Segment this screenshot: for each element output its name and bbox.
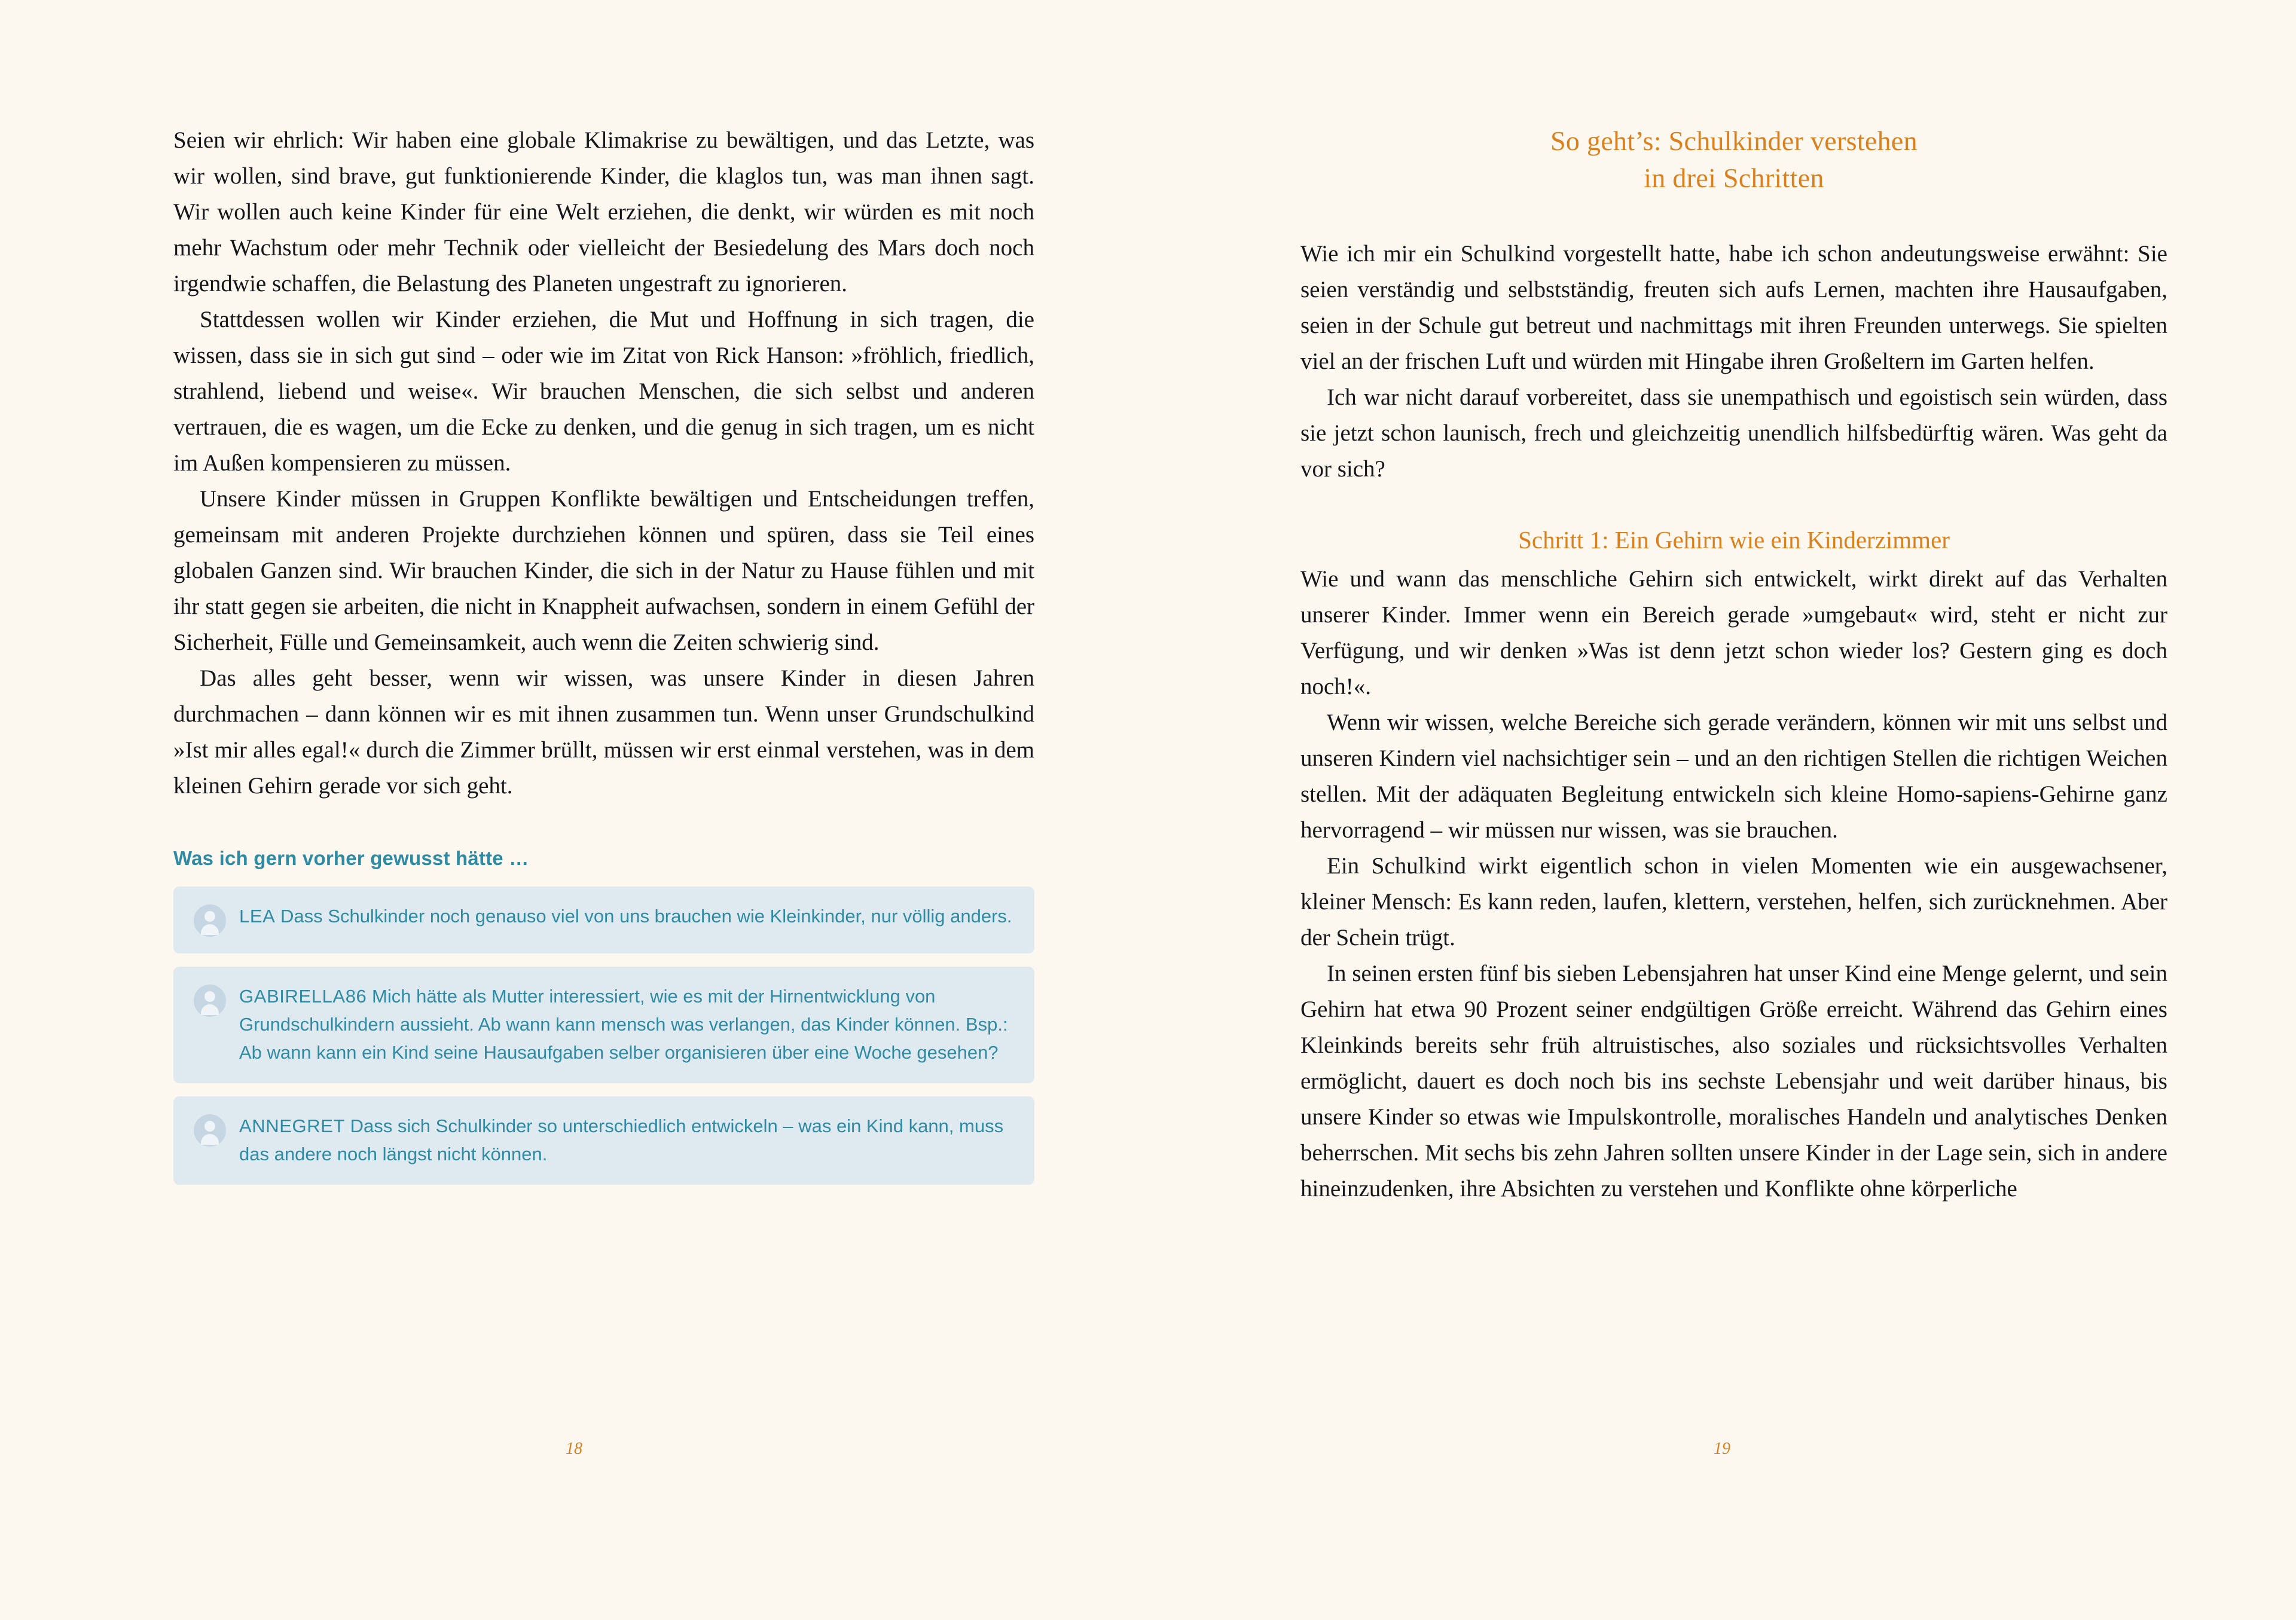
quote-message: Dass Schulkinder noch genauso viel von uns brauchen wie Kleinkinder, nur völlig anders.: [280, 906, 1012, 927]
quote-author: ANNEGRET: [239, 1115, 346, 1136]
quote-message: Mich hätte als Mutter interessiert, wie es mit der Hirnentwicklung von Grundschulkindern aussieht. Ab wann kann mensch was verlangen, das Kinder können. Bsp.: Ab wann kann ein Kind seine Hausaufgaben selber organisieren über eine Woche gesehen?: [239, 986, 1008, 1063]
page-number: 19: [1714, 1439, 1730, 1458]
paragraph: Seien wir ehrlich: Wir haben eine globale Klimakrise zu bewältigen, und das Letzte, was wir wollen, sind brave, gut funktionierende Kinder, die klaglos tun, was man ihnen sagt. Wir wollen auch keine Kinder für eine Welt erziehen, die denkt, wir würden es mit noch mehr Wachstum oder mehr Technik oder vielleicht der Besiedelung des Mars doch noch irgendwie schaffen, die Belastung des Planeten ungestraft zu ignorieren.: [173, 127, 1034, 297]
paragraph: Unsere Kinder müssen in Gruppen Konflikte bewältigen und Entscheidungen treffen, gemeinsam mit anderen Projekte durchziehen können und spüren, dass sie Teil eines globalen Ganzen sind. Wir brauchen Kinder, die sich in der Natur zu Hause fühlen und mit ihr statt gegen sie arbeiten, die nicht in Knappheit aufwachsen, sondern in einem Gefühl der Sicherheit, Fülle und Gemeinsamkeit, auch wenn die Zeiten schwierig sind.: [173, 486, 1034, 655]
chapter-title-line-2: in drei Schritten: [1644, 163, 1824, 193]
quote-author: GABIRELLA86: [239, 986, 367, 1007]
avatar-icon: [194, 985, 226, 1017]
paragraph: Das alles geht besser, wenn wir wissen, was unsere Kinder in diesen Jahren durchmachen – dann können wir es mit ihnen zusammen tun. Wenn unser Grundschulkind »Ist mir alles egal!« durch die Zimmer brüllt, müssen wir erst einmal verstehen, was in dem kleinen Gehirn gerade vor sich geht.: [173, 665, 1034, 799]
chapter-title-line-1: So geht’s: Schulkinder verstehen: [1550, 126, 1918, 156]
callout-heading: Was ich gern vorher gewusst hätte …: [173, 847, 529, 869]
paragraph: In seinen ersten fünf bis sieben Lebensjahren hat unser Kind eine Menge gelernt, und sein Gehirn hat etwa 90 Prozent seiner endgültigen Größe erreicht. Während das Gehirn eines Kleinkinds bereits sehr früh altruistisches, also soziales und rücksichtsvolles Verhalten ermöglicht, dauert es doch noch bis ins sechste Lebensjahr und weit darüber hinaus, bis unsere Kinder so etwas wie Impulskontrolle, moralisches Handeln und analytisches Denken beherrschen. Mit sechs bis zehn Jahren sollten unsere Kinder in der Lage sein, sich in andere hineinzudenken, ihre Absichten zu verstehen und Konflikte ohne körperliche: [1300, 961, 2167, 1202]
quote-body: [239, 1112, 1014, 1168]
paragraph: Stattdessen wollen wir Kinder erziehen, die Mut und Hoffnung in sich tragen, die wissen, dass sie in sich gut sind – oder wie im Zitat von Rick Hanson: »fröhlich, friedlich, strahlend, liebend und weise«. Wir brauchen Menschen, die sich selbst und anderen vertrauen, die es wagen, um die Ecke zu denken, und die genug in sich tragen, um es nicht im Außen kompensieren zu müssen.: [173, 307, 1034, 476]
quote-body: [239, 902, 1012, 930]
page-right: [1148, 0, 2296, 1620]
quote-card: [173, 967, 1034, 1083]
section-heading: Schritt 1: Ein Gehirn wie ein Kinderzimmer: [1518, 526, 1950, 554]
paragraph: Ein Schulkind wirkt eigentlich schon in vielen Momenten wie ein ausgewachsener, kleiner Mensch: Es kann reden, laufen, klettern, verstehen, helfen, sich zurücknehmen. Aber der Schein trügt.: [1300, 853, 2167, 950]
left-text-column: [173, 123, 1034, 1198]
avatar-icon: [194, 1114, 226, 1147]
quote-card: [173, 1096, 1034, 1185]
quote-body: [239, 982, 1014, 1066]
paragraph: Wenn wir wissen, welche Bereiche sich gerade verändern, können wir mit uns selbst und unseren Kindern viel nachsichtiger sein – und an den richtigen Stellen die richtigen Weichen stellen. Mit der adäquaten Begleitung entwickeln sich kleine Homo-sapiens-Gehirne ganz hervorragend – wir müssen nur wissen, was sie brauchen.: [1300, 710, 2167, 843]
chapter-title: [1300, 123, 2167, 197]
paragraph: Ich war nicht darauf vorbereitet, dass sie unempathisch und egoistisch sein würden, dass sie jetzt schon launisch, frech und gleichzeitig unendlich hilfsbedürftig wären. Was geht da vor sich?: [1300, 384, 2167, 482]
quote-author: LEA: [239, 906, 276, 927]
right-text-column: [1300, 123, 2167, 1207]
quote-message: Dass sich Schulkinder so unterschiedlich entwickeln – was ein Kind kann, muss das andere noch längst nicht können.: [239, 1115, 1004, 1164]
avatar-icon: [194, 904, 226, 937]
paragraph: Wie ich mir ein Schulkind vorgestellt hatte, habe ich schon andeutungsweise erwähnt: Sie seien verständig und selbstständig, freuten sich aufs Lernen, machten ihre Hausaufgaben, seien in der Schule gut betreut und nachmittags mit ihren Freunden unterwegs. Sie spielten viel an der frischen Luft und würden mit Hingabe ihren Großeltern im Garten helfen.: [1300, 241, 2167, 374]
paragraph: Wie und wann das menschliche Gehirn sich entwickelt, wirkt direkt auf das Verhalten unserer Kinder. Immer wenn ein Bereich gerade »umgebaut« wird, steht er nicht zur Verfügung, und wir denken »Was ist denn jetzt schon wieder los? Gestern ging es doch noch!«.: [1300, 566, 2167, 699]
quote-card: [173, 887, 1034, 953]
page-number: 18: [566, 1439, 582, 1458]
